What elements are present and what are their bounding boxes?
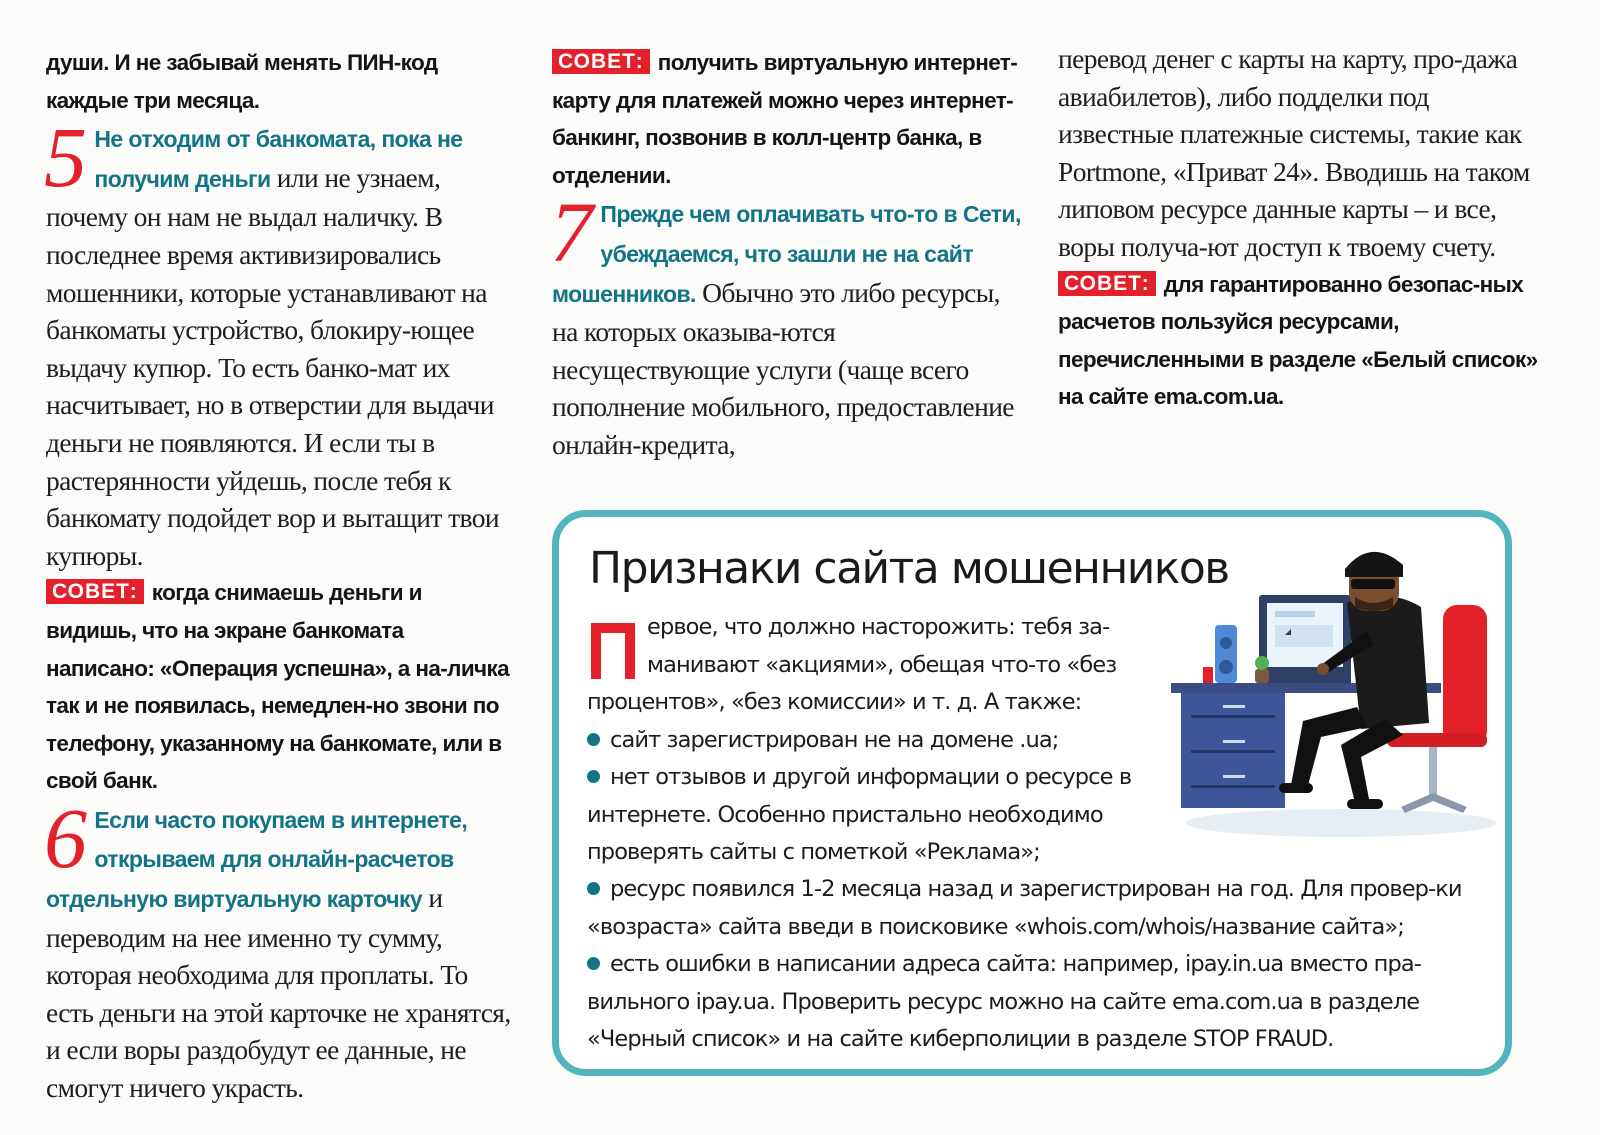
chair-back (1443, 605, 1487, 745)
bullet-icon (587, 957, 600, 970)
bullet-icon (587, 733, 600, 746)
point-6-text: и переводим на нее именно ту сумму, которая необходима для проплаты. То есть деньги на этой карточке не хранятся, и если воры раздобудут ее данные, не смогут ничего украсть. (46, 882, 511, 1104)
box-bullet-2-text: нет отзывов и другой информации о ресурсе в интернете. Особенно пристально необходимо проверять сайты с пометкой «Реклама»; (587, 764, 1132, 865)
column-right-text: перевод денег с карты на карту, про-дажа авиабилетов), либо подделки под известные платежные системы, такие как Portmone, «Приват 24». Вводишь на таком липовом ресурсе данные карты – и все, воры получа-ют доступ к твоему счету. (1058, 43, 1530, 262)
speaker (1215, 625, 1237, 683)
box-title: Признаки сайта мошенников (589, 543, 1229, 594)
box-text-wide (587, 871, 1487, 1059)
sovet-label: СОВЕТ: (552, 49, 650, 74)
hacker-leg-2 (1341, 719, 1403, 803)
hacker-illustration (1171, 545, 1501, 845)
point-5-number: 5 (44, 109, 87, 206)
point-7-number: 7 (550, 184, 593, 281)
plant (1255, 656, 1269, 670)
point-7-text: Обычно это либо ресурсы, на которых оказыва-ются несуществующие услуги (чаще всего пополнение мобильного, предоставление онлайн-кредита, (552, 276, 1014, 460)
point-6 (44, 789, 516, 1107)
plant-pot (1255, 669, 1269, 683)
sovet-label: СОВЕТ: (1058, 271, 1156, 296)
box-intro-text: ервое, что должно насторожить: тебя за-манивают «акциями», обещая что-то «без процентов», «без комиссии» и т. д. А также: (587, 614, 1117, 715)
box-bullet-3-text: ресурс появился 1-2 месяца назад и зарегистрирован на год. Для провер-ки «возраста» сайта введи в поисковике «whois.com/whois/название сайта»; (587, 876, 1462, 940)
box-bullet-3 (587, 871, 1487, 946)
box-intro (587, 609, 1207, 722)
box-bullet-2 (587, 759, 1207, 872)
point-7 (550, 184, 1022, 463)
point-6-lead: Если часто покупаем в интернете, открываем для онлайн-расчетов отдельную виртуальную карточку (46, 806, 468, 913)
sovet-atm (46, 574, 516, 800)
column-left (46, 44, 516, 1107)
bullet-icon (587, 770, 600, 783)
point-5 (44, 109, 516, 574)
fraud-signs-box (552, 510, 1512, 1076)
sovet-label: СОВЕТ: (46, 579, 144, 604)
point-5-text: или не узнаем, почему он нам не выдал наличку. В последнее время активизировались мошенники, которые устанавливают на банкоматы устройство, блокиру-ющее выдачу купюр. То есть банко-мат их насчитывает, но в отверстии для выдачи деньги не появляются. И если ты в растерянности уйдешь, после тебя к банкомату подойдет вор и вытащит твои купюры. (46, 161, 499, 571)
sovet-virtual-card-text: получить виртуальную интернет-карту для платежей можно через интернет-банкинг, позвонив в колл-центр банка, в отделении. (552, 50, 1018, 188)
box-bullet-4-text: есть ошибки в написании адреса сайта: например, ipay.in.ua вместо пра-вильного ipay.ua. Проверить ресурс можно на сайте ema.com.ua в разделе «Черный список» и на сайте киберполиции в разделе STOP FRAUD. (587, 951, 1421, 1052)
box-bullet-1-text: сайт зарегистрирован не на домене .ua; (610, 726, 1059, 753)
column-middle (552, 44, 1022, 464)
point-6-number: 6 (44, 789, 87, 886)
column-right (1058, 40, 1538, 416)
box-text (587, 609, 1207, 872)
sovet-whitelist (1058, 266, 1538, 416)
hacker-body (1347, 596, 1429, 729)
box-bullet-4 (587, 946, 1487, 1059)
sunglasses (1351, 579, 1395, 589)
bullet-icon (587, 882, 600, 895)
intro-text: души. И не забывай менять ПИН-код каждые три месяца. (46, 50, 438, 113)
dropcap-letter-icon (587, 619, 639, 681)
sovet-atm-text: когда снимаешь деньги и видишь, что на экране банкомата написано: «Операция успешна», а на-личка так и не появилась, немедлен-но звони по телефону, указанному на банкомате, или в свой банк. (46, 580, 510, 794)
point-7-lead: Прежде чем оплачивать что-то в Сети, убеждаемся, что зашли не на сайт мошенников. (552, 201, 1021, 307)
floor-shadow (1186, 809, 1496, 837)
beanie (1345, 552, 1403, 577)
point-5-lead: Не отходим от банкомата, пока не получим деньги (94, 126, 463, 192)
sovet-whitelist-text: для гарантированно безопас-ных расчетов пользуйся ресурсами, перечисленными в разделе «Белый список» на сайте ema.com.ua. (1058, 271, 1538, 410)
box-bullet-1 (587, 722, 1207, 760)
sovet-virtual-card (552, 44, 1022, 194)
